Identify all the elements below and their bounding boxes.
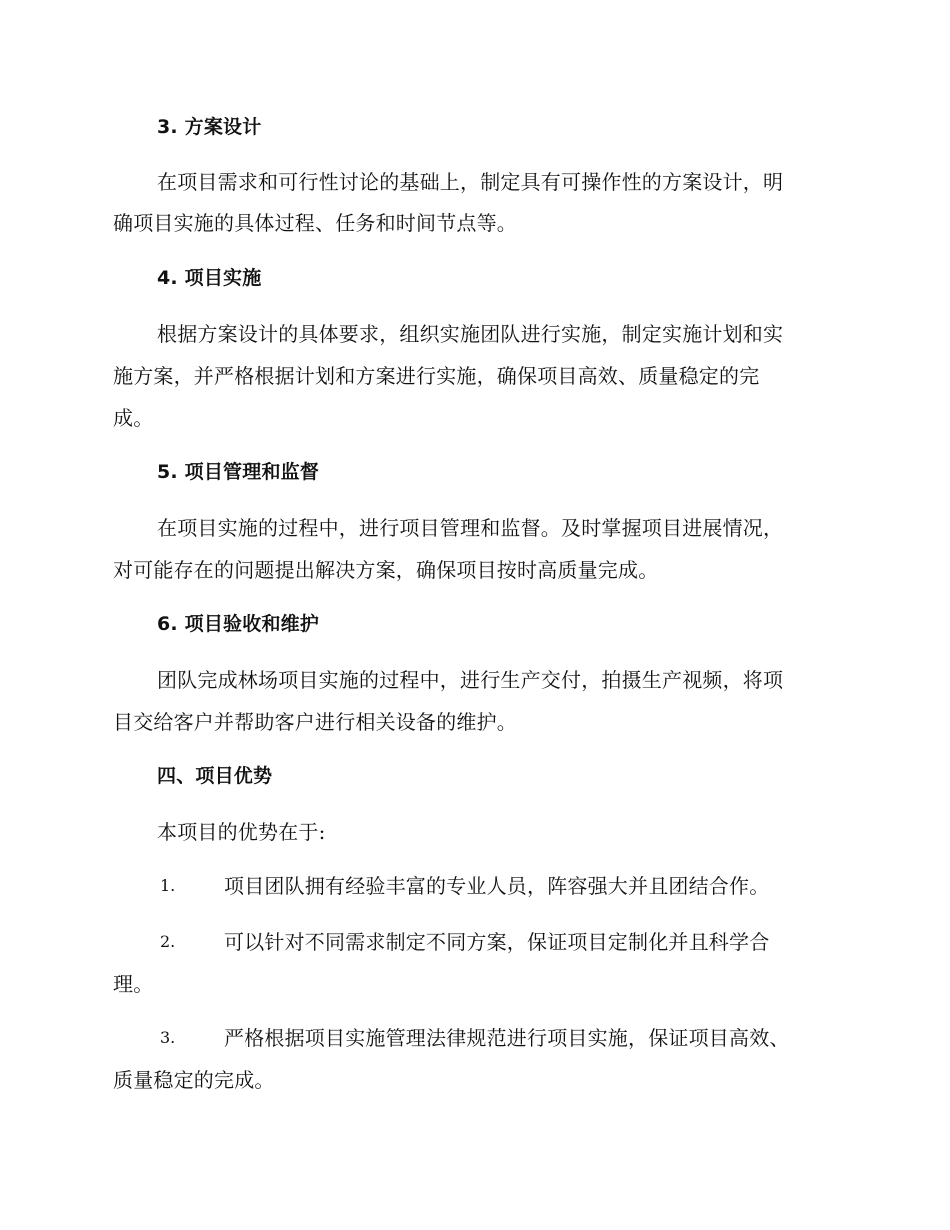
paragraph-line: 成。: [113, 406, 154, 430]
paragraph-line: 确项目实施的具体过程、任务和时间节点等。: [113, 211, 517, 235]
section-heading-5: 5. 项目管理和监督: [157, 461, 320, 483]
list-item-number: 1.: [160, 876, 176, 895]
paragraph-line: 施方案，并严格根据计划和方案进行实施，确保项目高效、质量稳定的完: [113, 364, 760, 388]
paragraph-line: 团队完成林场项目实施的过程中，进行生产交付，拍摄生产视频，将项: [157, 668, 784, 692]
paragraph-line: 对可能存在的问题提出解决方案，确保项目按时高质量完成。: [113, 558, 659, 582]
paragraph-line: 根据方案设计的具体要求，组织实施团队进行实施，制定实施计划和实: [157, 322, 784, 346]
intro-line: 本项目的优势在于:: [157, 820, 326, 844]
list-item-line: 项目团队拥有经验丰富的专业人员，阵容强大并且团结合作。: [224, 874, 770, 898]
section-heading-advantages: 四、项目优势: [157, 765, 273, 787]
paragraph-line: 在项目实施的过程中，进行项目管理和监督。及时掌握项目进展情况，: [157, 516, 784, 540]
list-item-number: 2.: [160, 932, 176, 951]
list-item-line: 可以针对不同需求制定不同方案，保证项目定制化并且科学合: [224, 930, 770, 954]
section-heading-3: 3. 方案设计: [157, 116, 262, 138]
section-heading-6: 6. 项目验收和维护: [157, 613, 320, 635]
list-item-line: 理。: [113, 972, 154, 996]
section-heading-4: 4. 项目实施: [157, 267, 262, 289]
list-item-line: 质量稳定的完成。: [113, 1068, 275, 1092]
paragraph-line: 在项目需求和可行性讨论的基础上，制定具有可操作性的方案设计，明: [157, 170, 784, 194]
list-item-number: 3.: [160, 1028, 176, 1047]
paragraph-line: 目交给客户并帮助客户进行相关设备的维护。: [113, 710, 517, 734]
list-item-line: 严格根据项目实施管理法律规范进行项目实施，保证项目高效、: [224, 1026, 790, 1050]
